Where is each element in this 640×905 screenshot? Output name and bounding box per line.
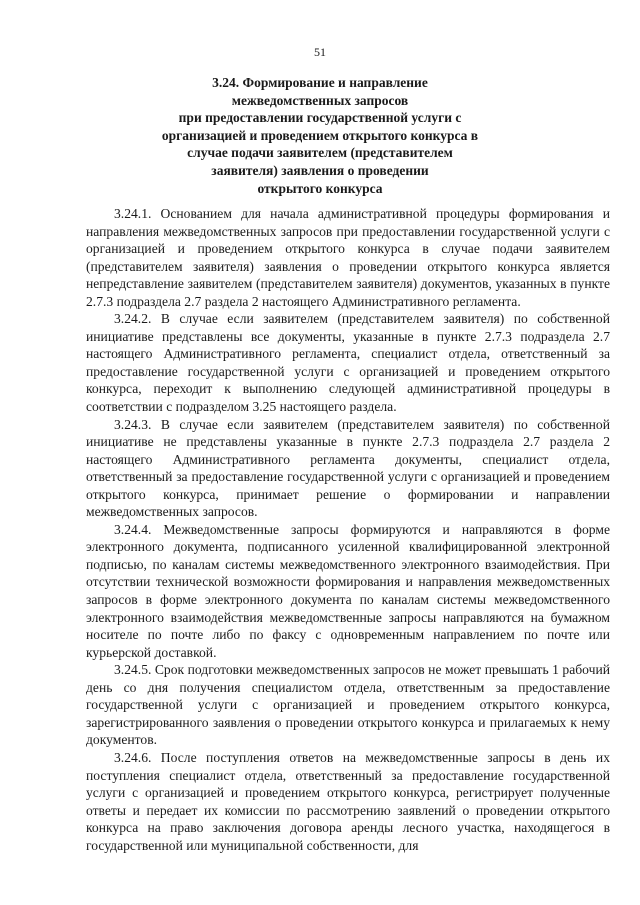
heading-line: межведомственных запросов [231,92,409,108]
heading-line: организацией и проведением открытого конкурса в [161,127,479,143]
heading-line: при предоставлении государственной услуги с [178,110,462,126]
paragraph-3-24-1: 3.24.1. Основанием для начала административной процедуры формирования и направления межведомственных запросов при предоставлении государственной услуги с организацией и проведением открытого конкурса в случае подачи заявителем (представителем заявителя) заявления о проведении открытого конкурса является непредставление заявителем (представителем заявителя) документов, указанных в пункте 2.7.3 подраздела 2.7 раздела 2 настоящего Административного регламента. [86,206,610,309]
paragraph-3-24-5: 3.24.5. Срок подготовки межведомственных запросов не может превышать 1 рабочий день со дня получения специалистом отдела, ответственным за предоставление государственной услуги с организацией и проведением открытого конкурса, зарегистрированного заявления о проведении открытого конкурса и прилагаемых к нему документов. [86,662,610,748]
heading-line: заявителя) заявления о проведении [211,162,429,178]
page-number: 51 [314,45,326,59]
heading-line: 3.24. Формирование и направление [212,75,428,90]
heading-line: открытого конкурса [257,180,383,196]
paragraph-3-24-3: 3.24.3. В случае если заявителем (представителем заявителя) по собственной инициативе не представлены указанные в пункте 2.7.3 подраздела 2.7 раздела 2 настоящего Административного регламента документы, специалист отдела, ответственный за предоставление государственной услуги с организацией и проведением открытого конкурса, принимает решение о формировании и направлении межведомственных запросов. [86,416,610,520]
body-text [86,205,610,854]
paragraph-3-24-4: 3.24.4. Межведомственные запросы формируются и направляются в форме электронного документа, подписанного усиленной квалифицированной электронной подписью, по каналам системы межведомственного электронного взаимодействия. При отсутствии технической возможности формирования и направления межведомственных запросов в форме электронного документа по каналам системы межведомственного электронного взаимодействия межведомственные запросы направляются на бумажном носителе по почте либо по факсу с одновременным направлением по почте или курьерской доставкой. [86,521,610,660]
paragraph-3-24-6: 3.24.6. После поступления ответов на межведомственные запросы в день их поступления специалист отдела, ответственный за предоставление государственной услуги с организацией и проведением открытого конкурса, регистрирует полученные ответы и передает их комиссии по рассмотрению заявлений о проведении открытого конкурса на право заключения договора аренды лесного участка, находящегося в государственной или муниципальной собственности, для [86,749,610,853]
section-heading [140,74,500,197]
heading-line: случае подачи заявителем (представителем [187,145,453,161]
paragraph-3-24-2: 3.24.2. В случае если заявителем (представителем заявителя) по собственной инициативе представлены все документы, указанные в пункте 2.7.3 подраздела 2.7 настоящего Административного регламента, специалист отдела, ответственный за предоставление государственной услуги с организацией и проведением открытого конкурса, переходит к выполнению следующей административной процедуры в соответствии с подразделом 3.25 настоящего раздела. [86,311,610,415]
